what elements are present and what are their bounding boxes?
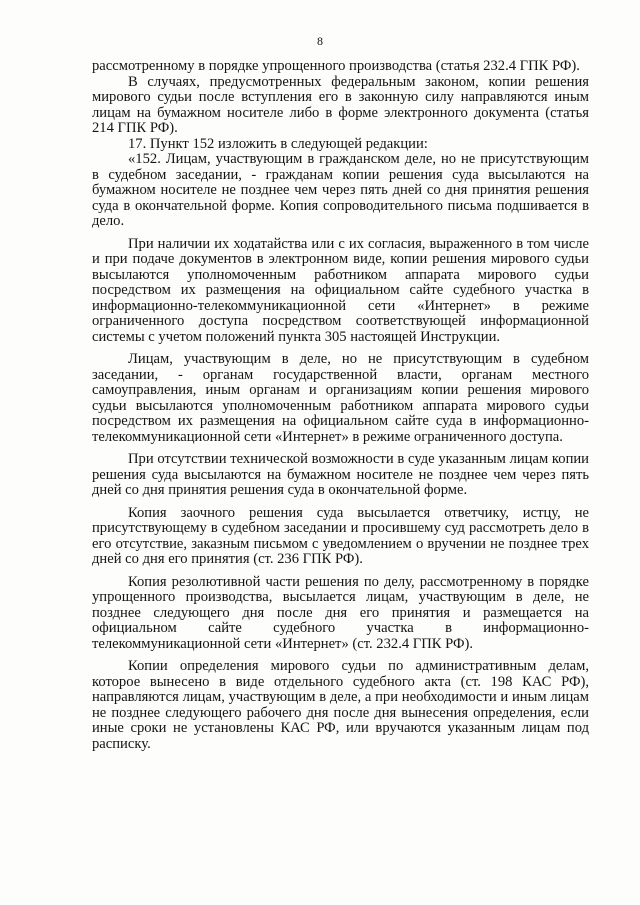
- paragraph-item-152: «152. Лицам, участвующим в гражданском деле, но не присутствующим в судебном заседании, - гражданам копии решения суда высылаются на бумажном носителе не позднее чем через пять дней со дня принятия решения суда в окончательной форме. Копия сопроводительного письма подшивается в дело.: [92, 151, 589, 229]
- document-body: [92, 59, 589, 752]
- paragraph-amendment-17: 17. Пункт 152 изложить в следующей редакции:: [128, 135, 428, 152]
- paragraph-no-technical-possibility: При отсутствии технической возможности в суде указанным лицам копии решения суда высылаются на бумажном носителе не позднее чем через пять дней со дня принятия решения суда в окончательной форме.: [92, 451, 589, 498]
- paragraph-administrative-cases: Копии определения мирового судьи по административным делам, которое вынесено в виде отдельного судебного акта (ст. 198 КАС РФ), направляются лицам, участвующим в деле, а при необходимости и иным лицам не позднее следующего рабочего дня после дня вынесения определения, если иные сроки не установлены КАС РФ, или вручаются указанным лицам под расписку.: [92, 658, 589, 752]
- page-number: 8: [317, 34, 323, 48]
- paragraph-other-persons-copies: В случаях, предусмотренных федеральным законом, копии решения мирового судьи после вступления его в законную силу направляются иным лицам на бумажном носителе либо в форме электронного документа (статья 214 ГПК РФ).: [92, 73, 589, 136]
- paragraph-default-judgment: Копия заочного решения суда высылается ответчику, истцу, не присутствующему в судебном заседании и просившему суд рассмотреть дело в его отсутствие, заказным письмом с уведомлением о вручении не позднее трех дней со дня его принятия (ст. 236 ГПК РФ).: [92, 504, 589, 567]
- paragraph-continuation: рассмотренному в порядке упрощенного производства (статья 232.4 ГПК РФ).: [92, 58, 580, 74]
- paragraph-operative-part: Копия резолютивной части решения по делу, рассмотренному в порядке упрощенного производства, высылается лицам, участвующим в деле, не позднее следующего дня после дня его принятия и размещается на официальном сайте судебного участка в информационно-телекоммуникационной сети «Интернет» (ст. 232.4 ГПК РФ).: [92, 573, 589, 652]
- paragraph-electronic-delivery: При наличии их ходатайства или с их согласия, выраженного в том числе и при подаче документов в электронном виде, копии решения мирового судьи высылаются уполномоченным работником аппарата мирового судьи посредством их размещения на официальном сайте судебного участка в информационно-телекоммуникационной сети «Интернет» в режиме ограниченного доступа посредством соответствующей информационной системы с учетом положений пункта 305 настоящей Инструкции.: [92, 235, 589, 345]
- paragraph-state-bodies: Лицам, участвующим в деле, но не присутствующим в судебном заседании, - органам государственной власти, органам местного самоуправления, иным органам и организациям копии решения мирового судьи высылаются уполномоченным работником аппарата мирового судьи посредством их размещения на официальном сайте суда в информационно-телекоммуникационной сети «Интернет» в режиме ограниченного доступа.: [92, 351, 589, 445]
